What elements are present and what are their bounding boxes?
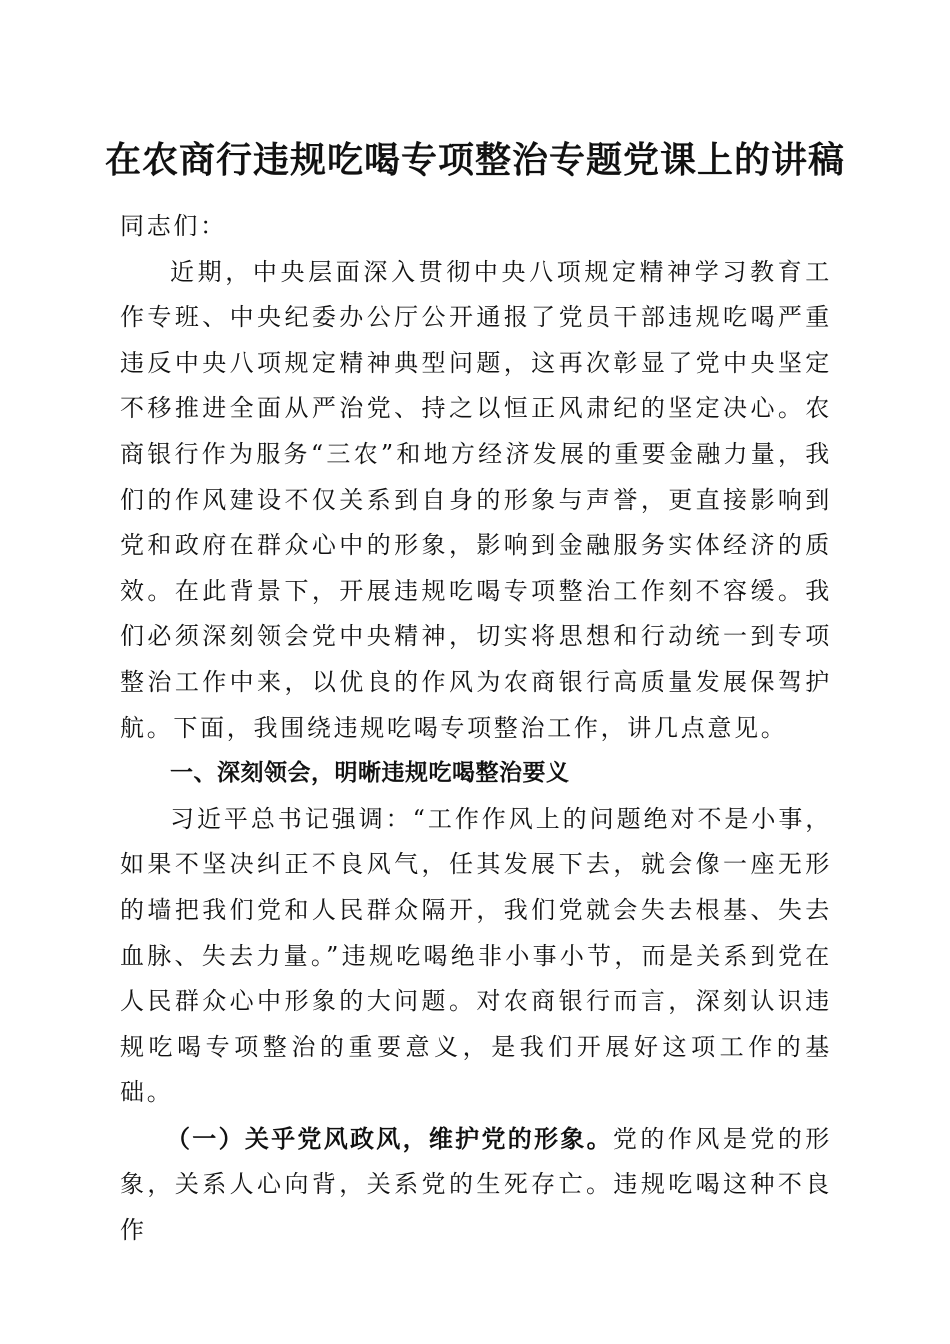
document-title: 在农商行违规吃喝专项整治专题党课上的讲稿: [104, 139, 845, 181]
subsection-1-lead: （一）关乎党风政风，维护党的形象。: [166, 1123, 613, 1153]
salutation: 同志们：: [120, 212, 227, 240]
intro-paragraph: 近期，中央层面深入贯彻中央八项规定精神学习教育工作专班、中央纪委办公厅公开通报了党员干部违规吃喝严重违反中央八项规定精神典型问题，这再次彰显了党中央坚定不移推进全面从严治党、持之以恒正风肃纪的坚定决心。农商银行作为服务“三农”和地方经济发展的重要金融力量，我们的作风建设不仅关系到自身的形象与声誉，更直接影响到党和政府在群众心中的形象，影响到金融服务实体经济的质效。在此背景下，开展违规吃喝专项整治工作刻不容缓。我们必须深刻领会党中央精神，切实将思想和行动统一到专项整治工作中来，以优良的作风为农商银行高质量发展保驾护航。下面，我围绕违规吃喝专项整治工作，讲几点意见。: [120, 257, 832, 742]
document-body: [120, 204, 832, 1254]
subsection-1-paragraph: [120, 1116, 832, 1254]
section-heading-1: 一、深刻领会，明晰违规吃喝整治要义: [170, 760, 570, 787]
section-1-paragraph: 习近平总书记强调：“工作作风上的问题绝对不是小事，如果不坚决纠正不良风气，任其发展下去，就会像一座无形的墙把我们党和人民群众隔开，我们党就会失去根基、失去血脉、失去力量。”违规吃喝绝非小事小节，而是关系到党在人民群众心中形象的大问题。对农商银行而言，深刻认识违规吃喝专项整治的重要意义，是我们开展好这项工作的基础。: [120, 804, 832, 1107]
subsection-1-text: 党的作风是党的形象，关系人心向背，关系党的生死存亡。违规吃喝这种不良作: [120, 1124, 832, 1245]
